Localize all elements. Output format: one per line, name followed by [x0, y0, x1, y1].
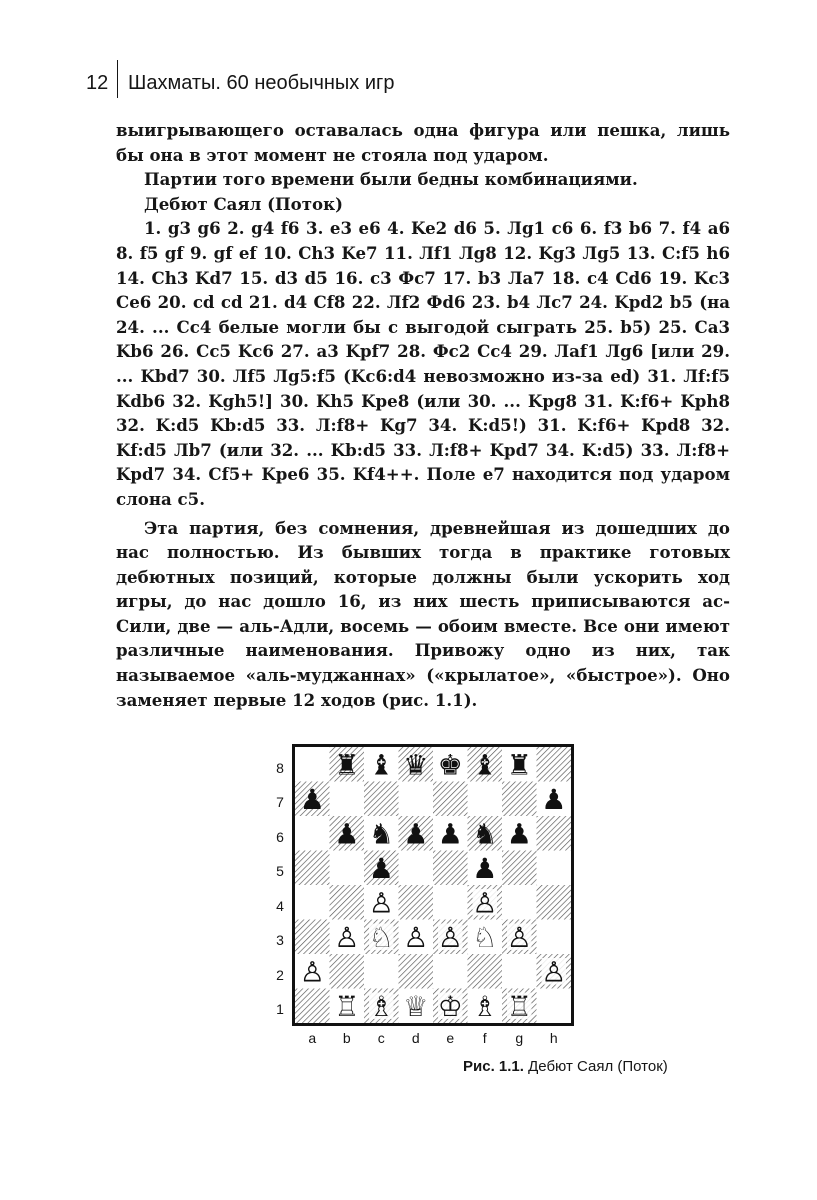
dark-square: [295, 920, 330, 955]
light-square: [502, 885, 537, 920]
black-queen-icon: ♛: [403, 748, 429, 782]
black-pawn-icon: ♟: [437, 817, 463, 851]
black-bishop-icon: ♝: [368, 748, 394, 782]
white-pawn-icon: ♙: [437, 920, 463, 954]
file-label: c: [377, 1030, 385, 1046]
light-square: [537, 989, 572, 1024]
light-square: [295, 816, 330, 851]
caption-label: Рис. 1.1.: [463, 1058, 524, 1075]
light-square: [537, 920, 572, 955]
paragraph-combinations: Партии того времени были бедны комбинациями.: [144, 169, 638, 190]
white-pawn-icon: ♙: [506, 920, 532, 954]
header-divider: [117, 60, 118, 98]
black-rook-icon: ♜: [334, 748, 360, 782]
file-label: b: [342, 1030, 351, 1046]
figure-caption: [463, 1058, 668, 1075]
light-square: [502, 954, 537, 989]
dark-square: [537, 747, 572, 782]
dark-square: [295, 989, 330, 1024]
black-rook-icon: ♜: [506, 748, 532, 782]
white-pawn-icon: ♙: [472, 886, 498, 920]
black-knight-icon: ♞: [368, 817, 394, 851]
file-labels: [295, 1030, 571, 1048]
file-label: g: [515, 1030, 524, 1046]
dark-square: [295, 851, 330, 886]
page-number: 12: [86, 72, 109, 94]
white-pawn-icon: ♙: [403, 920, 429, 954]
dark-square: [502, 851, 537, 886]
light-square: [330, 782, 365, 817]
dark-square: [330, 954, 365, 989]
rank-label: 3: [276, 932, 284, 948]
light-square: [537, 851, 572, 886]
light-square: [364, 954, 399, 989]
white-pawn-icon: ♙: [541, 955, 567, 989]
dark-square: [502, 782, 537, 817]
black-pawn-icon: ♟: [541, 782, 567, 816]
dark-square: [399, 954, 434, 989]
chess-board: [292, 744, 574, 1026]
white-bishop-icon: ♗: [368, 989, 394, 1023]
file-label: a: [308, 1030, 317, 1046]
light-square: [468, 782, 503, 817]
white-queen-icon: ♕: [403, 989, 429, 1023]
rank-label: 6: [276, 829, 284, 845]
caption-text: Дебют Саял (Поток): [523, 1058, 668, 1075]
light-square: [295, 885, 330, 920]
black-bishop-icon: ♝: [472, 748, 498, 782]
white-knight-icon: ♘: [472, 920, 498, 954]
rank-label: 1: [276, 1001, 284, 1017]
black-knight-icon: ♞: [472, 817, 498, 851]
black-pawn-icon: ♟: [334, 817, 360, 851]
light-square: [433, 954, 468, 989]
white-pawn-icon: ♙: [368, 886, 394, 920]
opening-heading: Дебют Саял (Поток): [144, 193, 343, 214]
dark-square: [468, 954, 503, 989]
rank-label: 8: [276, 760, 284, 776]
black-pawn-icon: ♟: [506, 817, 532, 851]
book-title: Шахматы. 60 необычных игр: [128, 72, 395, 94]
black-pawn-icon: ♟: [403, 817, 429, 851]
dark-square: [364, 782, 399, 817]
white-pawn-icon: ♙: [299, 955, 325, 989]
white-rook-icon: ♖: [334, 989, 360, 1023]
white-knight-icon: ♘: [368, 920, 394, 954]
game-notation: 1. g3 g6 2. g4 f6 3. e3 e6 4. Ke2 d6 5. Лg1 c6 6. f3 b6 7. f4 a6 8. f5 gf 9. gf ef 10. Ch3 Ke7 11. Лf1 Лg8 12. Kg3 Лg5 13. C:f5 h6 14. Ch3 Kd7 15. d3 d5 16. c3 Фc7 17. b3 Лa7 18. c4 Cd6 19. Kc3 Ce6 20. cd cd 21. d4 Cf8 22. Лf2 Фd6 23. b4 Лc7 24. Kpd2 b5 (на 24. ... Cc4 белые могли бы с выгодой сыграть 25. b5) 25. Ca3 Kb6 26. Cc5 Kc6 27. a3 Kpf7 28. Фc2 Cc4 29. Лaf1 Лg6 [или 29. ... Kbd7 30. Лf5 Лg5:f5 (Kc6:d4 невозможно из-за ed) 31. Лf:f5 Kdb6 32. Kgh5!] 30. Kh5 Kpe8 (или 30. ... Kpg8 31. K:f6+ Kph8 32. K:d5 Kb:d5 33. Л:f8+ Kg7 34. K:d5!) 31. K:f6+ Kpd8 32. Kf:d5 Лb7 (или 32. ... Kb:d5 33. Л:f8+ Kpd7 34. K:d5) 33. Л:f8+ Kpd7 34. Cf5+ Kpe6 35. Kf4++. Поле e7 находится под ударом слона c5.: [116, 218, 730, 509]
paragraph-history: Эта партия, без сомнения, древнейшая из дошедших до нас полностью. Из бывших тогда в практике готовых дебютных позиций, которые должны были ускорить ход игры, до нас дошло 16, из них шесть приписываются ас-Сили, две — аль-Адли, восемь — обоим вместе. Все они имеют различные наименования. Привожу одно из них, так называемое «аль-муджаннах» («крылатое», «быстрое»). Оно заменяет первые 12 ходов (рис. 1.1).: [116, 517, 730, 710]
file-label: f: [482, 1030, 487, 1046]
black-king-icon: ♚: [437, 748, 463, 782]
black-pawn-icon: ♟: [472, 851, 498, 885]
white-bishop-icon: ♗: [472, 989, 498, 1023]
light-square: [295, 747, 330, 782]
black-pawn-icon: ♟: [368, 851, 394, 885]
white-king-icon: ♔: [437, 989, 463, 1023]
black-pawn-icon: ♟: [299, 782, 325, 816]
file-label: h: [549, 1030, 558, 1046]
rank-label: 4: [276, 898, 284, 914]
light-square: [399, 851, 434, 886]
file-label: d: [411, 1030, 420, 1046]
dark-square: [330, 885, 365, 920]
paragraph-continuation: выигрывающего оставалась одна фигура или пешка, лишь бы она в этот момент не стояла под ударом.: [116, 120, 730, 165]
dark-square: [537, 816, 572, 851]
white-rook-icon: ♖: [506, 989, 532, 1023]
dark-square: [399, 885, 434, 920]
dark-square: [433, 851, 468, 886]
light-square: [399, 782, 434, 817]
dark-square: [433, 782, 468, 817]
rank-label: 2: [276, 967, 284, 983]
light-square: [433, 885, 468, 920]
file-label: e: [446, 1030, 455, 1046]
board-graphic: [295, 747, 571, 1023]
white-pawn-icon: ♙: [334, 920, 360, 954]
light-square: [330, 851, 365, 886]
rank-label: 7: [276, 794, 284, 810]
body-text: [116, 118, 730, 712]
dark-square: [537, 885, 572, 920]
rank-label: 5: [276, 863, 284, 879]
